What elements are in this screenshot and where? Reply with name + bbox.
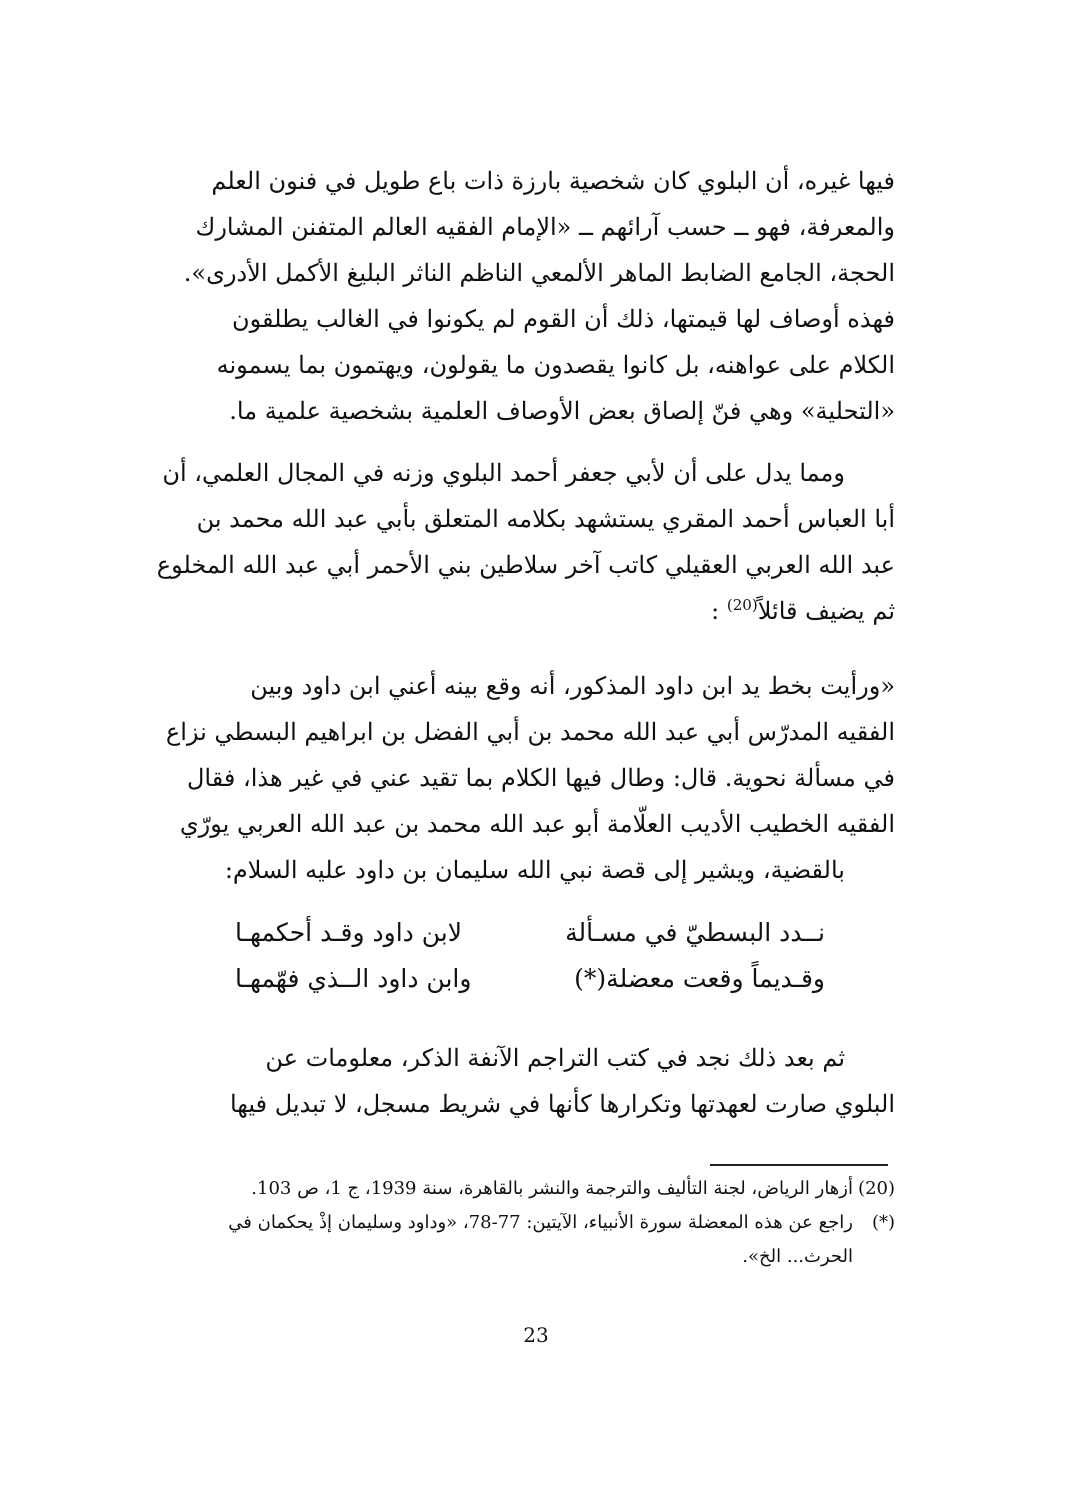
text-line: البلوي صارت لعهدتها وتكرارها كأنها في شريط مسجل، لا تبديل فيها — [229, 1090, 895, 1118]
text-line: والمعرفة، فهو ــ حسب آرائهم ــ «الإمام الفقيه العالم المتفنن المشارك — [195, 213, 895, 241]
verse-first-hemistich: وقـديماً وقعت معضلة(*) — [574, 964, 825, 993]
page-number: 23 — [523, 1323, 549, 1347]
text-line — [170, 588, 895, 634]
paragraph-2 — [156, 450, 895, 634]
text-line: «ورأيت بخط يد ابن داود المذكور، أنه وقع بينه أعني ابن داود وبين — [250, 672, 895, 700]
poem-verses — [235, 910, 825, 1002]
text-line: «التحلية» وهي فنّ إلصاق بعض الأوصاف العلمية بشخصية علمية ما. — [229, 397, 895, 425]
footnote-reference[interactable]: (20) — [726, 596, 758, 614]
footnote-mark: (*) — [871, 1212, 895, 1233]
text-line: بالقضية، ويشير إلى قصة نبي الله سليمان بن داود عليه السلام: — [224, 856, 845, 884]
text-line: في مسألة نحوية. قال: وطال فيها الكلام بما تقيد عني في غير هذا، فقال — [186, 764, 895, 792]
text-line: ومما يدل على أن لأبي جعفر أحمد البلوي وزنه في المجال العلمي، أن — [162, 459, 845, 487]
paragraph-4 — [170, 1035, 895, 1127]
text-line: الفقيه الخطيب الأديب العلّامة أبو عبد الله محمد بن عبد الله العربي يورّي — [179, 810, 895, 838]
footnote-20 — [180, 1172, 895, 1206]
text-line: أبا العباس أحمد المقري يستشهد بكلامه المتعلق بأبي عبد الله محمد بن — [196, 505, 895, 533]
text-line: فهذه أوصاف لها قيمتها، ذلك أن القوم لم يكونوا في الغالب يطلقون — [231, 305, 895, 333]
poem-verse — [235, 910, 825, 956]
text-line: الفقيه المدرّس أبي عبد الله محمد بن أبي الفضل بن ابراهيم البسطي نزاع — [165, 718, 895, 746]
text-line: الكلام على عواهنه، بل كانوا يقصدون ما يقولون، ويهتمون بما يسمونه — [216, 351, 895, 379]
text-line: ثم بعد ذلك نجد في كتب التراجم الآنفة الذكر، معلومات عن — [265, 1044, 845, 1072]
text-line: عبد الله العربي العقيلي كاتب آخر سلاطين بني الأحمر أبي عبد الله المخلوع — [156, 551, 895, 579]
footnote-text: أزهار الرياض، لجنة التأليف والترجمة والنشر بالقاهرة، سنة 1939، ج 1، ص 103. — [251, 1178, 853, 1199]
paragraph-1 — [170, 158, 895, 434]
footnote-mark: (20) — [858, 1178, 895, 1199]
footnote-asterisk — [180, 1206, 895, 1274]
text-segment: : — [711, 597, 720, 625]
footnotes — [180, 1172, 895, 1274]
text-line: فيها غيره، أن البلوي كان شخصية بارزة ذات باع طويل في فنون العلم — [211, 167, 895, 195]
footnote-text: راجع عن هذه المعضلة سورة الأنبياء، الآيتين: 77-78، «وداود وسليمان إذْ يحكمان في الحرث... الخ». — [228, 1212, 853, 1267]
verse-second-hemistich: وابن داود الــذي فهّمهـا — [235, 964, 472, 993]
poem-verse — [235, 956, 825, 1002]
quotation-paragraph — [165, 663, 895, 893]
verse-first-hemistich: نــدد البسطيّ في مسـألة — [565, 918, 825, 947]
footnote-divider — [710, 1164, 888, 1166]
text-line: الحجة، الجامع الضابط الماهر الألمعي الناظم الناثر البليغ الأكمل الأدرى». — [183, 259, 895, 287]
text-segment: ثم يضيف قائلاً — [757, 597, 895, 625]
verse-second-hemistich: لابن داود وقـد أحكمهـا — [235, 918, 462, 947]
